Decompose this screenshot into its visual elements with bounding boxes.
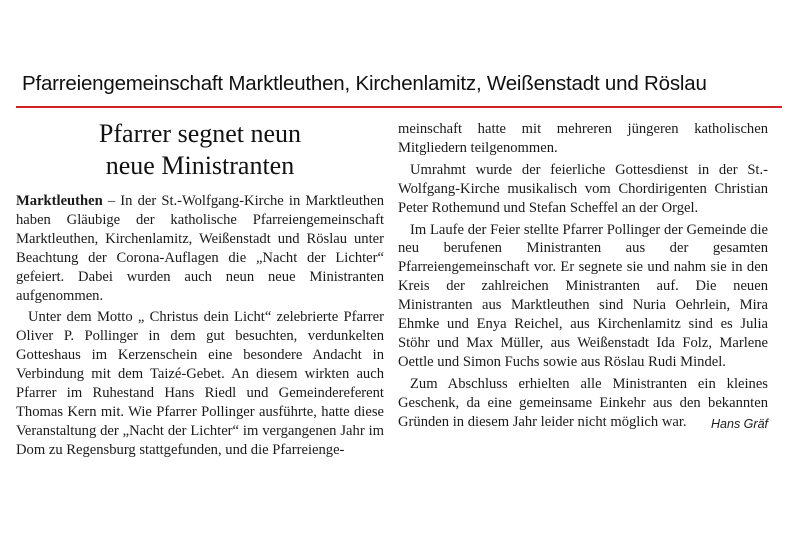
article-column-left: [16, 192, 384, 463]
article-column-right: [398, 120, 768, 435]
headline-line-2: neue Ministranten: [105, 151, 295, 180]
paragraph-3: Umrahmt wurde der feierliche Gottesdienst in der St.-Wolfgang-Kirche musikalisch vom Chordirigenten Christian Peter Rothemund und Stefan Scheffel an der Orgel.: [398, 161, 768, 216]
paragraph-5-text: Zum Abschluss erhielten alle Ministranten ein kleines Geschenk, da eine gemeinsame Einkehr aus den bekannten Gründen in diesem Jahr leider nicht möglich war.: [398, 375, 768, 430]
paragraph-1: [16, 192, 384, 305]
article-headline: [16, 118, 384, 182]
headline-line-1: Pfarrer segnet neun: [98, 119, 302, 148]
red-divider-rule: [16, 106, 782, 108]
paragraph-2: Unter dem Motto „ Christus dein Licht“ zelebrierte Pfarrer Oliver P. Pollinger in dem gut besuchten, verdunkelten Gotteshaus im Kerzenschein eine besondere Andacht in Verbindung mit dem Taizé-Gebet. An diesem wirkten auch Pfarrer im Ruhestand Hans Riedl und Gemeindereferent Thomas Kern mit. Wie Pfarrer Pollinger ausführte, hatte diese Veranstaltung der „Nacht der Lichter“ im vergangenen Jahr im Dom zu Regensburg stattgefunden, und die Pfarreienge-: [16, 309, 384, 458]
paragraph-4: Im Laufe der Feier stellte Pfarrer Pollinger der Gemeinde die neu berufenen Ministranten aus der gesamten Pfarreiengemeinschaft vor. Er segnete sie und nahm sie in den Kreis der zahlreichen Ministranten auf. Die neuen Ministranten aus Marktleuthen sind Nuria Oehrlein, Mira Ehmke und Enya Reichel, aus Kirchenlamitz sind es Julia Stöhr und Max Müller, aus Weißenstadt Ida Folz, Marlene Oettle und Simon Fuchs sowie aus Röslau Rudi Mindel.: [398, 221, 768, 370]
section-kicker: Pfarreiengemeinschaft Marktleuthen, Kirchenlamitz, Weißenstadt und Röslau: [22, 72, 707, 95]
paragraph-2-continued: meinschaft hatte mit mehreren jüngeren katholischen Mitgliedern teilgenommen.: [398, 121, 768, 156]
author-byline: Hans Gräf: [711, 416, 768, 431]
dateline: Marktleuthen: [16, 193, 103, 209]
paragraph-5: [398, 375, 768, 432]
paragraph-1-text: – In der St.-Wolfgang-Kirche in Marktleuthen haben Gläubige der katholische Pfarreiengemeinschaft Marktleuthen, Kirchenlamitz, Weißenstadt und Röslau unter Beachtung der Corona-Auflagen die „Nacht der Lichter“ gefeiert. Dabei wurden auch neun neue Ministranten aufgenommen.: [16, 193, 384, 304]
